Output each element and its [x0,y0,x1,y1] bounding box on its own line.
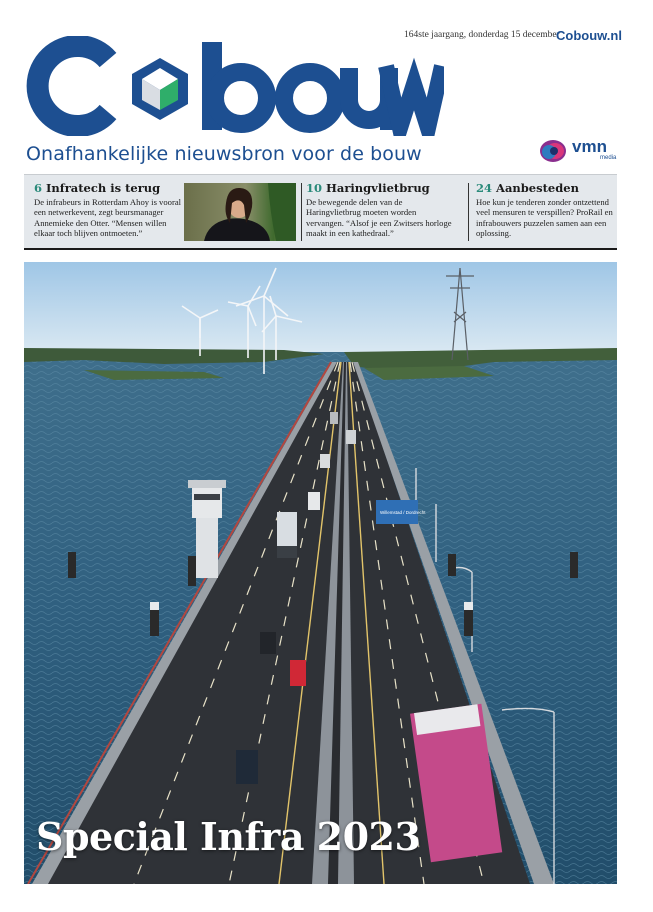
teaser-rule [24,248,617,250]
teaser-haringvlietbrug[interactable] [306,181,456,239]
teaser-text: De bewegende delen van de Haringvlietbrug moeten worden vervangen. “Alsof je een Zwitsers horloge maakt in een kathedraal.” [306,197,452,239]
tagline: Onafhankelijke nieuwsbron voor de bouw [26,143,422,165]
teaser-page-number: 24 [476,181,493,195]
publisher-logo[interactable] [538,137,618,165]
vmn-logo-icon [538,137,568,165]
teaser-title: Aanbesteden [496,181,579,195]
teaser-text: De infrabeurs in Rotterdam Ahoy is vooral een netwerkevent, zegt beursmanager Annemieke den Otter. “Mensen willen elkaar toch blijven ontmoeten.” [34,197,182,239]
masthead-logo[interactable] [24,36,444,136]
teaser-aanbesteden[interactable] [476,181,614,239]
teaser-title: Infratech is terug [46,181,161,195]
teaser-portrait-photo [184,183,296,241]
teaser-divider [301,183,302,241]
teaser-page-number: 6 [34,181,43,195]
teaser-text: Hoe kun je tenderen zonder ontzettend veel mensuren te verspillen? ProRail en infrabouwers puzzelen samen aan een oplossing. [476,197,613,239]
vmn-wordmark: vmn [572,137,607,156]
road-sign-text: Willemstad / Dordrecht [380,510,426,515]
edition-line: 164ste jaargang, donderdag 15 december [404,30,560,40]
teaser-band [24,174,617,248]
cover-headline: Special Infra 2023 [36,814,421,859]
teaser-page-number: 10 [306,181,323,195]
teaser-infratech[interactable] [34,181,182,239]
cobouw-logo-icon [24,36,444,136]
cover-photo [24,262,617,884]
website-link[interactable]: Cobouw.nl [556,28,622,43]
teaser-divider [468,183,469,241]
teaser-title: Haringvlietbrug [326,181,430,195]
vmn-subtitle: media [600,155,617,161]
